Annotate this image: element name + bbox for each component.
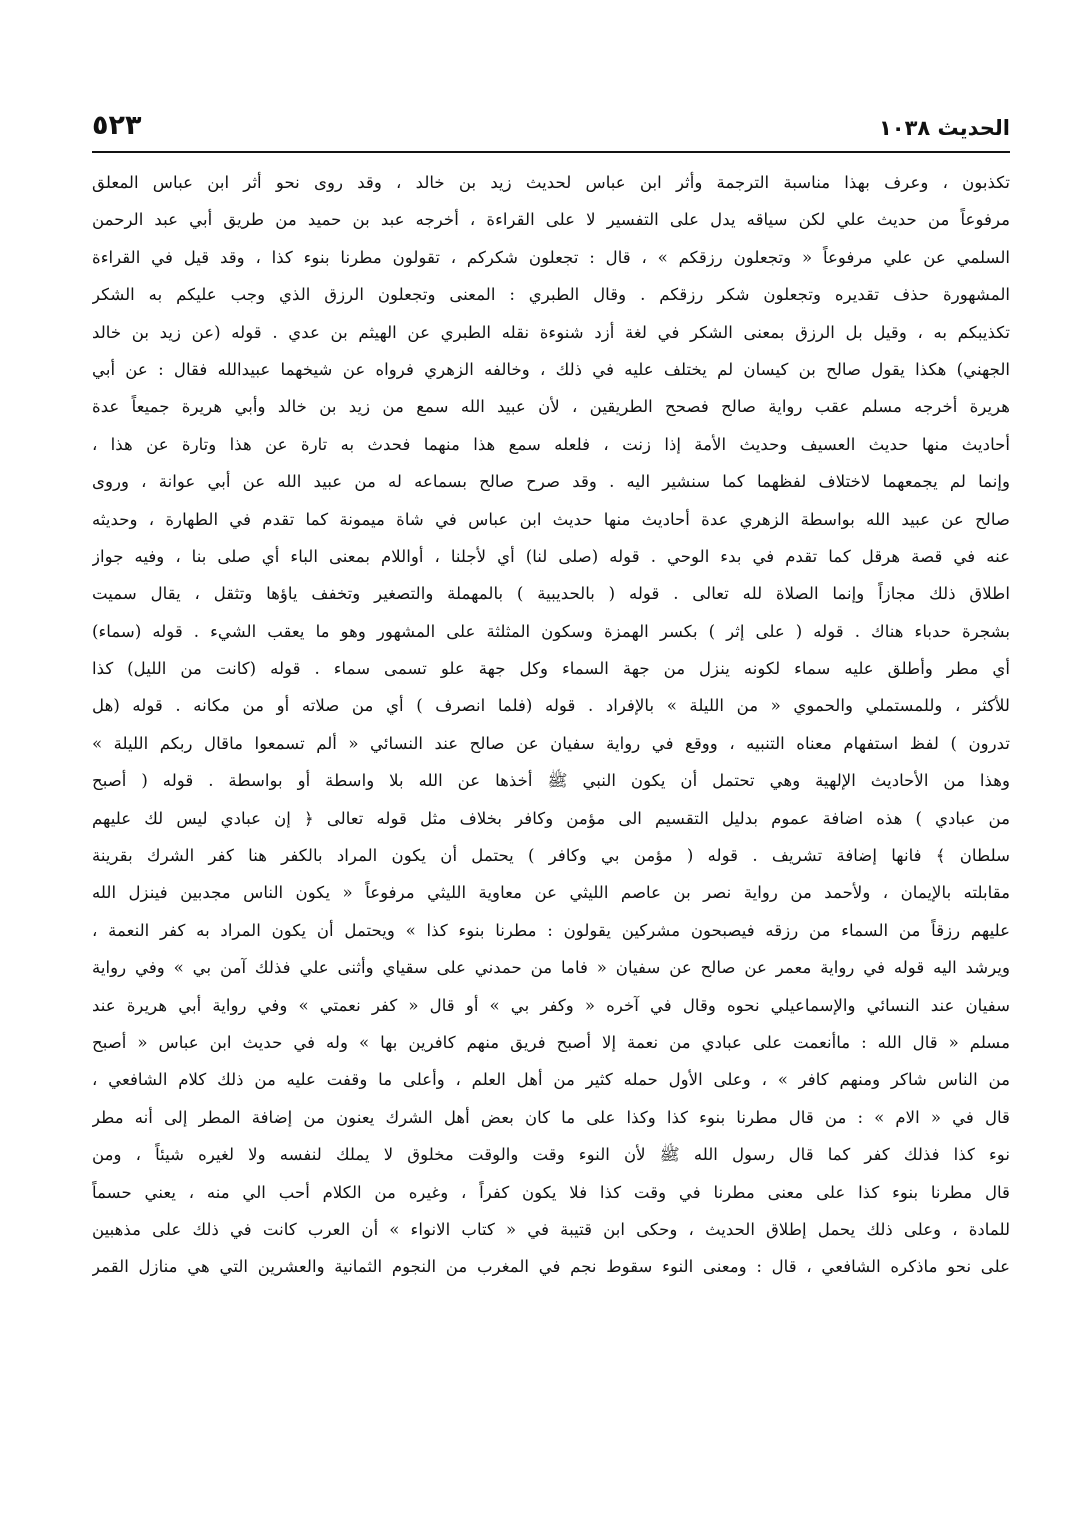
text-line: أحاديث منها حديث العسيف وحديث الأمة إذا زنت ، فلعله سمع هذا منهما فحدث به تارة عن هذا وتارة عن هذا ، — [92, 434, 1010, 454]
running-head: الحديث ١٠٣٨ — [878, 116, 1010, 140]
text-line: للأكثر ، وللمستملي والحموي « من الليلة » بالإفراد . قوله (فلما انصرف ) أي من صلاته أو من مكانه . قوله (هل — [92, 696, 1010, 716]
text-line: مرفوعاً من حديث علي لكن سياقه يدل على التفسير لا على القراءة ، أخرجه عبد بن حميد من طريق أبي عبد الرحمن — [92, 210, 1010, 230]
text-line: السلمي عن علي مرفوعاً « وتجعلون رزقكم » ، قال : تجعلون شكركم ، تقولون مطرنا بنوء كذا ، وقد قيل في القراءة — [92, 247, 1010, 267]
text-line: هريرة أخرجه مسلم عقب رواية صالح فصحح الطريقين ، لأن عبيد الله سمع من زيد بن خالد وأبي هريرة جميعاً عدة — [92, 397, 1010, 417]
body-text — [92, 164, 1010, 1286]
text-line: قال مطرنا بنوء كذا على معنى مطرنا في وقت كذا فلا يكون كفراً ، وغيره من الكلام أحب الي منه ، يعني حسماً — [92, 1182, 1010, 1202]
text-line: سلطان ﴾ فانها إضافة تشريف . قوله ( مؤمن بي وكافر ) يحتمل أن يكون المراد بالكفر هنا كفر الشرك بقرينة — [92, 846, 1010, 866]
text-line: أي مطر وأطلق عليه سماء لكونه ينزل من جهة السماء وكل جهة علو تسمى سماء . قوله (كانت من الليل) كذا — [92, 659, 1010, 679]
text-line: المشهورة حذف تقديره وتجعلون شكر رزقكم . وقال الطبري : المعنى وتجعلون الرزق الذي وجب عليكم به الشكر — [92, 285, 1010, 305]
page-number: ٥٢٣ — [92, 110, 142, 141]
text-line: صالح عن عبيد الله بواسطة الزهري عدة أحاديث منها حديث ابن عباس في شاة ميمونة كما تقدم في الطهارة ، وحديثه — [92, 509, 1010, 529]
text-line: تكذيبكم به ، وقيل بل الرزق بمعنى الشكر في لغة أزد شنوءة نقله الطبري عن الهيثم بن عدي . قوله (عن زيد بن خالد — [92, 322, 1010, 342]
text-line: ويرشد اليه قوله في رواية معمر عن صالح عن سفيان « فاما من حمدني على سقياي وأثنى علي فذلك آمن بي » وفي رواية — [92, 958, 1010, 978]
header-rule — [92, 151, 1010, 153]
text-line: مقابلته بالإيمان ، ولأحمد من رواية نصر بن عاصم الليثي عن معاوية الليثي مرفوعاً « يكون الناس مجدبين فينزل الله — [92, 883, 1010, 903]
text-line: سفيان عند النسائي والإسماعيلي نحوه وقال في آخره « وكفر بي » أو قال « كفر نعمتي » وفي رواية أبي هريرة عند — [92, 995, 1010, 1015]
text-line: الجهني) هكذا يقول صالح بن كيسان لم يختلف عليه في ذلك ، وخالفه الزهري فرواه عن شيخهما عبيدالله فقال : عن أبي — [92, 359, 1010, 379]
text-line: للمادة ، وعلى ذلك يحمل إطلاق الحديث ، وحكى ابن قتيبة في « كتاب الانواء » أن العرب كانت في ذلك على مذهبين — [92, 1219, 1010, 1239]
text-line: بشجرة حدباء هناك . قوله ( على إثر ) بكسر الهمزة وسكون المثلثة على المشهور وهو ما يعقب الشيء . قوله (سماء) — [92, 621, 1010, 641]
text-line: وهذا من الأحاديث الإلهية وهي تحتمل أن يكون النبي ﷺ أخذها عن الله بلا واسطة أو بواسطة . قوله ( أصبح — [92, 771, 1010, 791]
text-line: على نحو ماذكره الشافعي ، قال : ومعنى النوء سقوط نجم في المغرب من النجوم الثمانية والعشرين التي هي منازل القمر — [92, 1257, 1010, 1277]
text-line: مسلم « قال الله : ماأنعمت على عبادي من نعمة إلا أصبح فريق منهم كافرين بها » وله في حديث ابن عباس « أصبح — [92, 1032, 1010, 1052]
text-line: تدرون ) لفظ استفهام معناه التنبيه ، ووقع في رواية سفيان عن صالح عند النسائي « ألم تسمعوا ماقال ربكم الليلة » — [92, 733, 1010, 753]
page-header — [92, 108, 1010, 152]
text-line: تكذبون ، وعرف بهذا مناسبة الترجمة وأثر ابن عباس لحديث زيد بن خالد ، وقد روى نحو أثر ابن عباس المعلق — [92, 173, 1010, 192]
text-line: قال في « الام » : من قال مطرنا بنوء كذا وكذا على ما كان بعض أهل الشرك يعنون من إضافة المطر إلى أنه مطر — [92, 1107, 1010, 1127]
text-line: نوء كذا فذلك كفر كما قال رسول الله ﷺ لأن النوء وقت والوقت مخلوق لا يملك لنفسه ولا لغيره شيئاً ، ومن — [92, 1145, 1010, 1165]
text-line: عنه في قصة هرقل كما تقدم في بدء الوحي . قوله (صلى لنا) أي لأجلنا ، أواللام بمعنى الباء أي صلى بنا ، وفيه جواز — [92, 546, 1010, 566]
text-line: اطلاق ذلك مجازاً وإنما الصلاة لله تعالى . قوله ( بالحديبية ) بالمهملة والتصغير وتخفف ياؤها وتثقل ، يقال سميت — [92, 584, 1010, 604]
text-line: وإنما لم يجمعهما لاختلاف لفظهما كما سنشير اليه . وقد صرح صالح بسماعه له من عبيد الله عن أبي عوانة ، وروى — [92, 472, 1010, 492]
text-line: من عبادي ) هذه اضافة عموم بدليل التقسيم الى مؤمن وكافر بخلاف مثل قوله تعالى ﴿ إن عبادي ليس لك عليهم — [92, 808, 1010, 828]
text-line: من الناس شاكر ومنهم كافر » ، وعلى الأول حمله كثير من أهل العلم ، وأعلى ما وقفت عليه من ذلك كلام الشافعي ، — [92, 1070, 1010, 1090]
text-line: عليهم رزقاً من السماء من رزقه فيصبحون مشركين يقولون : مطرنا بنوء كذا » ويحتمل أن يكون المراد به كفر النعمة ، — [92, 920, 1010, 940]
